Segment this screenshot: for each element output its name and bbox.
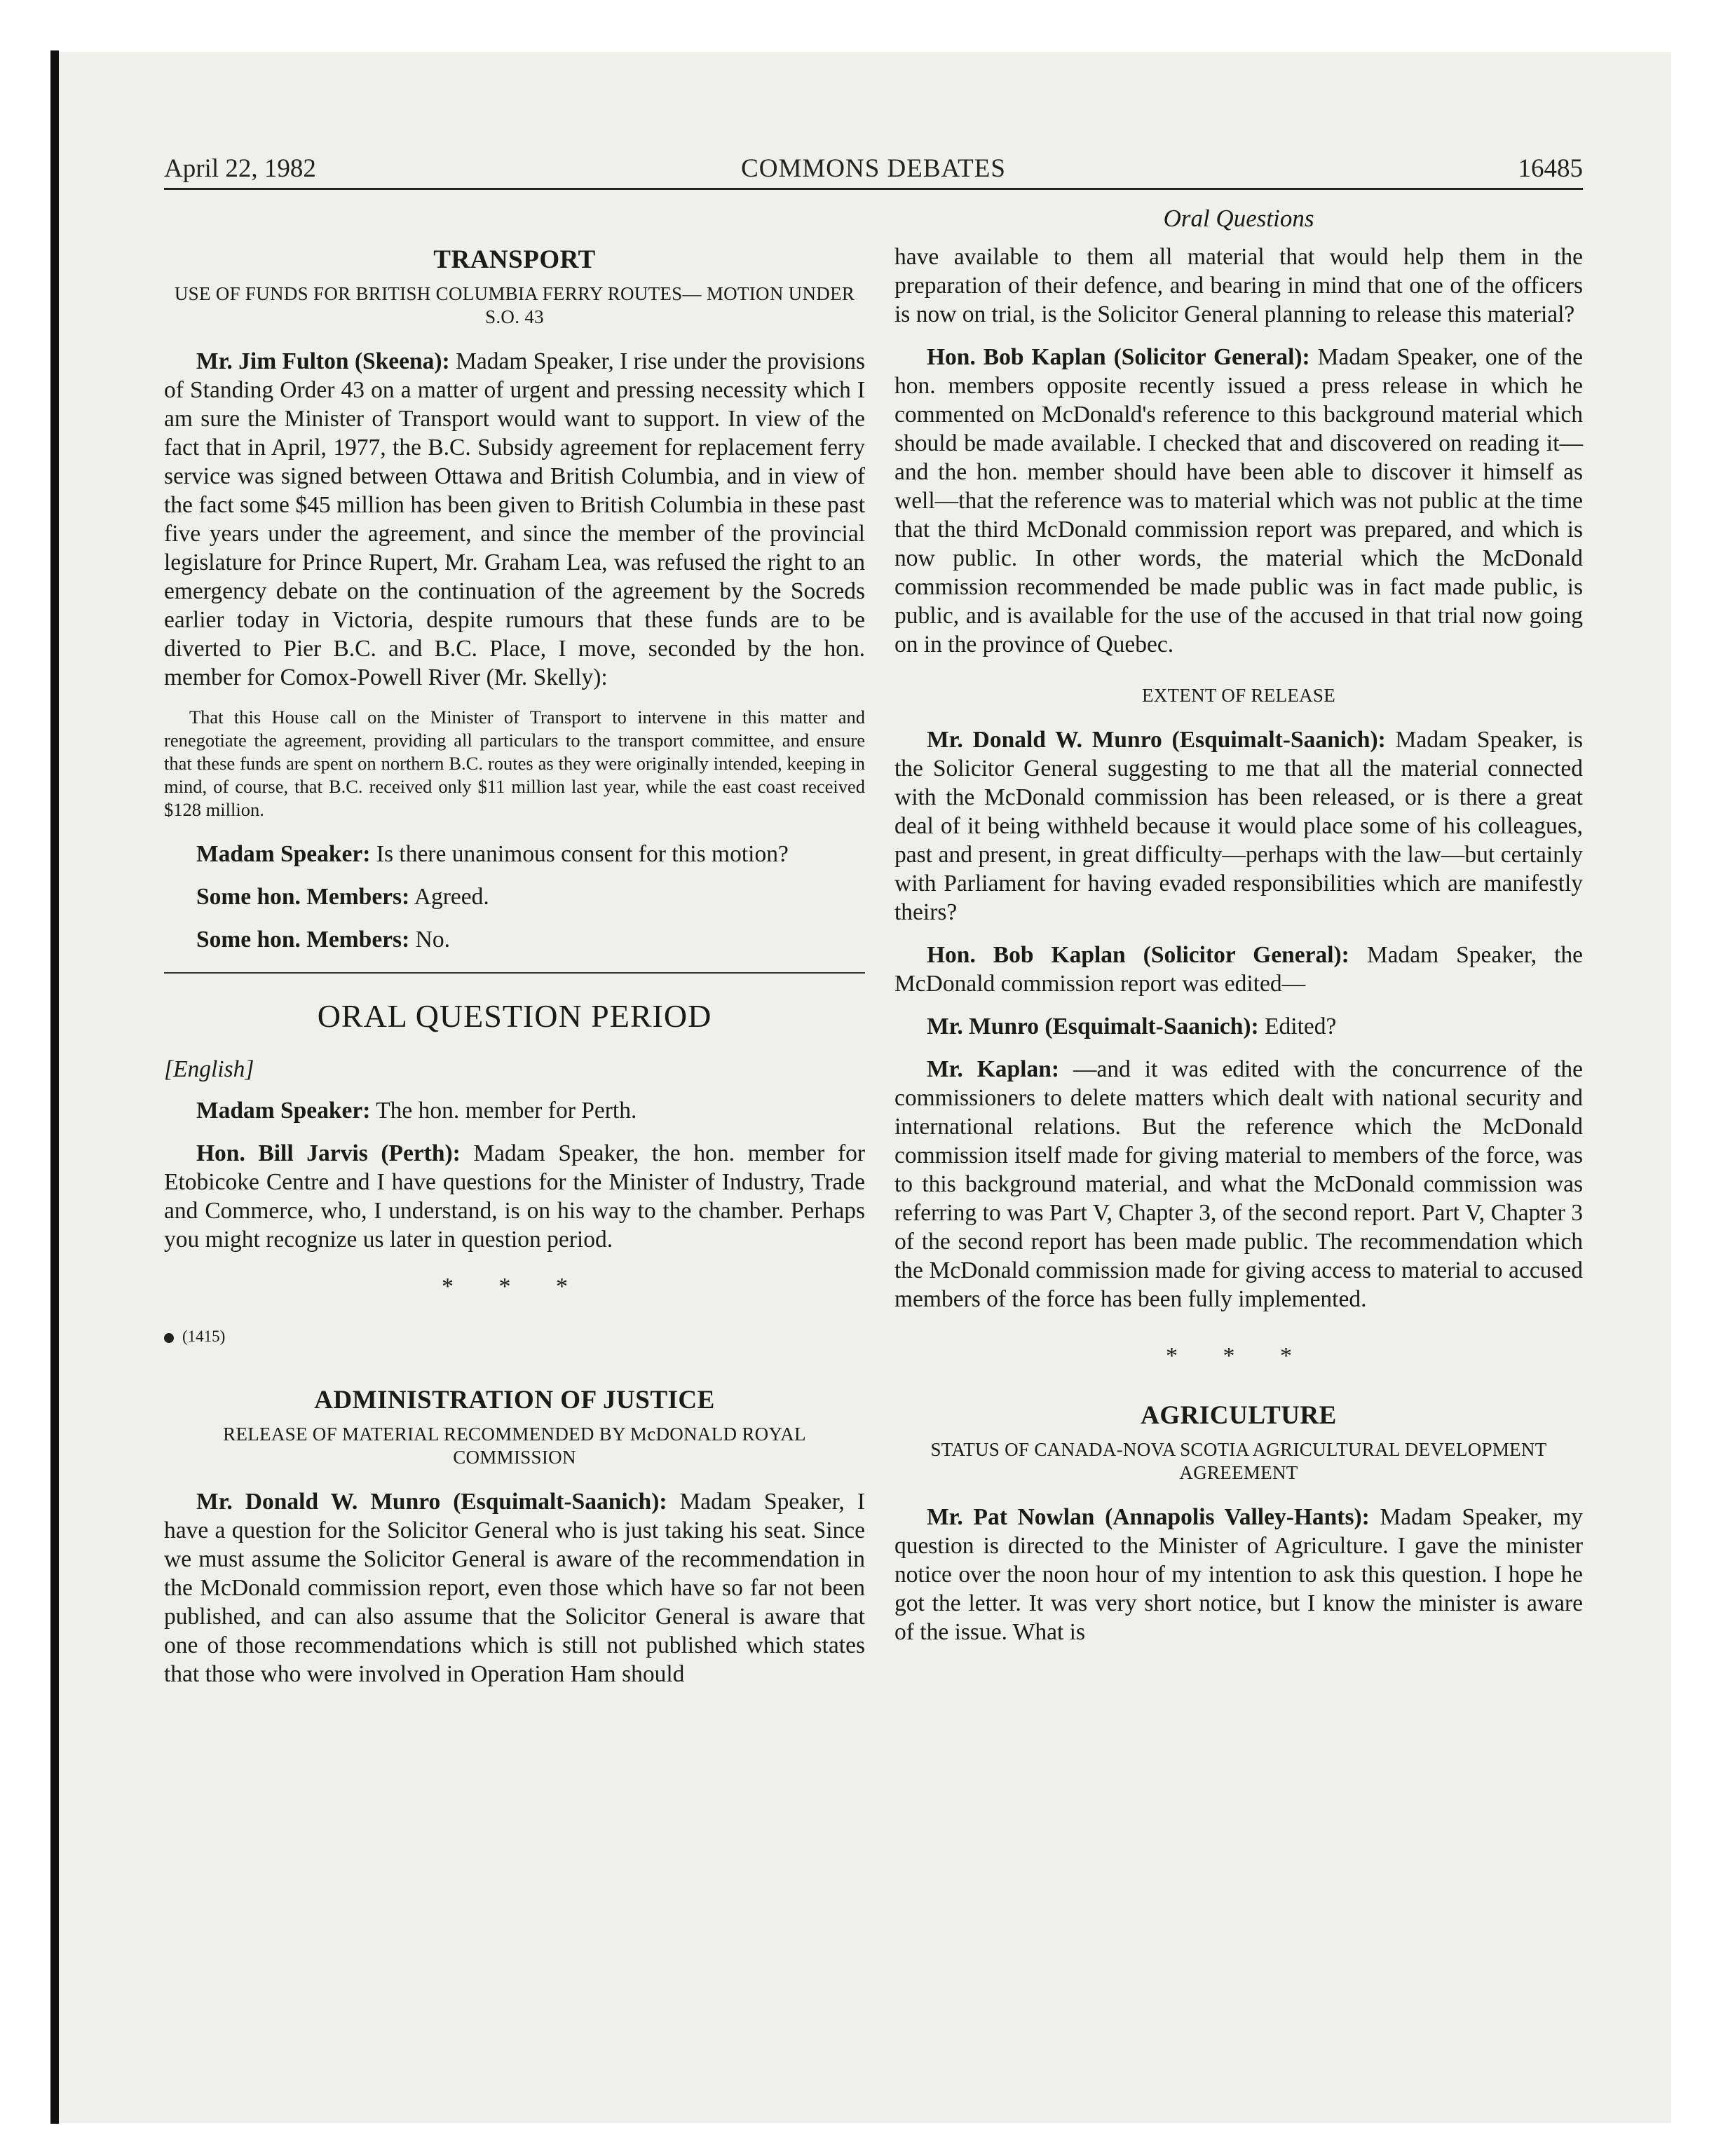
bullet-icon	[164, 1333, 174, 1343]
section-separator: * * *	[1166, 1343, 1312, 1369]
munro-speaker: Mr. Donald W. Munro (Esquimalt-Saanich):	[196, 1489, 667, 1515]
munro-text: Madam Speaker, I have a question for the Solicitor General who is just taking his seat. Since we must assume the Solicitor General is aware of the recommendation in the McDonald commission report, even those which have so far not been published, and can also assume that the Solicitor General is aware that one of those recommendations which is still not published which states that those who were involved in Operation Ham should	[164, 1489, 865, 1687]
kaplan-text: Madam Speaker, one of the hon. members opposite recently issued a press release in which he commented on McDonald's reference to this background material which should be made available. I checked that and discovered on reading it—and the hon. member should have been able to discover it himself as well—that the reference was to material which was not public at the time that the third McDonald commission report was prepared, and which is now public. In other words, the material which the McDonald commission recommended be made public was in fact made public, is public, and is available for the use of the accused in that trial now going on in the province of Quebec.	[894, 344, 1583, 657]
kaplan-paragraph-2	[894, 941, 1583, 998]
members-text: Agreed.	[409, 884, 489, 910]
language-marker: [English]	[164, 1056, 254, 1082]
nowlan-text: Madam Speaker, my question is directed to the Minister of Agriculture. I gave the minister notice over the noon hour of my intention to ask this question. I hope he got the letter. It was very short notice, but I know the minister is aware of the issue. What is	[894, 1504, 1584, 1645]
nowlan-speaker: Mr. Pat Nowlan (Annapolis Valley-Hants):	[927, 1504, 1370, 1530]
munro-paragraph	[164, 1487, 865, 1688]
speaker-text: The hon. member for Perth.	[370, 1098, 637, 1124]
fulton-text: Madam Speaker, I rise under the provisions of Standing Order 43 on a matter of urgent and pressing necessity which I am sure the Minister of Transport would want to support. In view of the fact that in April, 1977, the B.C. Subsidy agreement for replacement ferry service was signed between Ottawa and British Columbia, and in view of the fact some $45 million has been given to British Columbia in these past five years under the agreement, and since the member of the provincial legislature for Prince Rupert, Mr. Graham Lea, was refused the right to an emergency debate on the continuation of the agreement by the Socreds earlier today in Victoria, despite rumours that these funds are to be diverted to Pier B.C. and B.C. Place, I move, seconded by the hon. member for Comox-Powell River (Mr. Skelly):	[164, 348, 865, 690]
justice-title: ADMINISTRATION OF JUSTICE	[314, 1386, 715, 1414]
agriculture-subhead: STATUS OF CANADA-NOVA SCOTIA AGRICULTURAL DEVELOPMENT AGREEMENT	[930, 1439, 1547, 1483]
section-separator: * * *	[442, 1274, 587, 1299]
members-paragraph-1	[164, 882, 865, 911]
speaker-paragraph-1	[164, 840, 865, 868]
munro-text: Edited?	[1258, 1014, 1337, 1039]
munro-speaker: Mr. Donald W. Munro (Esquimalt-Saanich):	[927, 727, 1386, 753]
section-rule	[164, 972, 865, 974]
header-publication: COMMONS DEBATES	[741, 154, 1006, 183]
right-column	[894, 203, 1583, 1660]
fulton-paragraph	[164, 347, 865, 692]
jarvis-paragraph	[164, 1139, 865, 1254]
jarvis-text: Madam Speaker, the hon. member for Etobicoke Centre and I have questions for the Minister of Industry, Trade and Commerce, who, I understand, is on his way to the chamber. Perhaps you might recognize us later in question period.	[164, 1140, 866, 1253]
kaplan-text: —and it was edited with the concurrence of the commissioners to delete matters which dealt with national security and international relations. But the reference which the McDonald commission itself made for giving material to members of the force, was to this background material, and what the McDonald commission was referring to was Part V, Chapter 3, of the second report. Part V, Chapter 3 of the second report has been made public. The recommendation which the McDonald commission made for giving access to material to accused members of the force has been fully implemented.	[894, 1056, 1584, 1312]
agriculture-title: AGRICULTURE	[1141, 1401, 1337, 1430]
extent-subhead: EXTENT OF RELEASE	[1141, 685, 1336, 706]
motion-text: That this House call on the Minister of Transport to intervene in this matter and renegotiate the agreement, providing all particulars to the transport committee, and ensure that these funds are spent on northern B.C. routes as they were originally intended, keeping in mind, of course, that B.C. received only $11 million last year, while the east coast received $128 million.	[164, 707, 865, 820]
munro-speaker: Mr. Munro (Esquimalt-Saanich):	[927, 1014, 1259, 1039]
members-name: Some hon. Members:	[196, 884, 410, 910]
oqp-title: ORAL QUESTION PERIOD	[317, 998, 712, 1034]
continuation-paragraph: have available to them all material that would help them in the preparation of their defence, and bearing in mind that one of the officers is now on trial, is the Solicitor General planning to release this material?	[894, 244, 1583, 327]
kaplan-speaker: Mr. Kaplan:	[927, 1056, 1060, 1082]
scan-edge	[50, 50, 59, 2124]
page-header	[164, 146, 1583, 190]
running-head: Oral Questions	[1163, 205, 1314, 232]
nowlan-paragraph	[894, 1503, 1583, 1646]
munro-paragraph-2	[894, 725, 1583, 927]
kaplan-speaker: Hon. Bob Kaplan (Solicitor General):	[927, 942, 1349, 968]
fulton-speaker: Mr. Jim Fulton (Skeena):	[196, 348, 450, 374]
kaplan-paragraph-1	[894, 343, 1583, 659]
kaplan-paragraph-3	[894, 1055, 1583, 1314]
kaplan-text: Madam Speaker, the McDonald commission report was edited—	[894, 942, 1584, 997]
kaplan-speaker: Hon. Bob Kaplan (Solicitor General):	[927, 344, 1310, 370]
time-marker	[164, 1322, 865, 1351]
left-column	[164, 203, 865, 1703]
header-date: April 22, 1982	[164, 154, 316, 183]
munro-text: Madam Speaker, is the Solicitor General suggesting to me that all the material connected with the McDonald commission has been released, or is there a great deal of it being withheld because it would place some of his colleagues, past and present, in great difficulty—perhaps with the law—but certainly with Parliament for having evaded responsibilities which are manifestly theirs?	[894, 727, 1583, 925]
speaker-name: Madam Speaker:	[196, 1098, 371, 1124]
justice-subhead: RELEASE OF MATERIAL RECOMMENDED BY McDONALD ROYAL COMMISSION	[223, 1424, 806, 1468]
jarvis-speaker: Hon. Bill Jarvis (Perth):	[196, 1140, 461, 1166]
transport-subhead: USE OF FUNDS FOR BRITISH COLUMBIA FERRY ROUTES— MOTION UNDER S.O. 43	[174, 283, 855, 327]
members-paragraph-2	[164, 925, 865, 954]
header-page-number: 16485	[1518, 154, 1583, 183]
speaker-text: Is there unanimous consent for this motion?	[370, 841, 789, 867]
members-text: No.	[409, 927, 450, 953]
time-marker-text: (1415)	[182, 1328, 226, 1345]
munro-paragraph-3	[894, 1012, 1583, 1041]
speaker-name: Madam Speaker:	[196, 841, 371, 867]
oqp-speaker-paragraph	[164, 1096, 865, 1125]
members-name: Some hon. Members:	[196, 927, 410, 953]
transport-title: TRANSPORT	[433, 245, 596, 274]
